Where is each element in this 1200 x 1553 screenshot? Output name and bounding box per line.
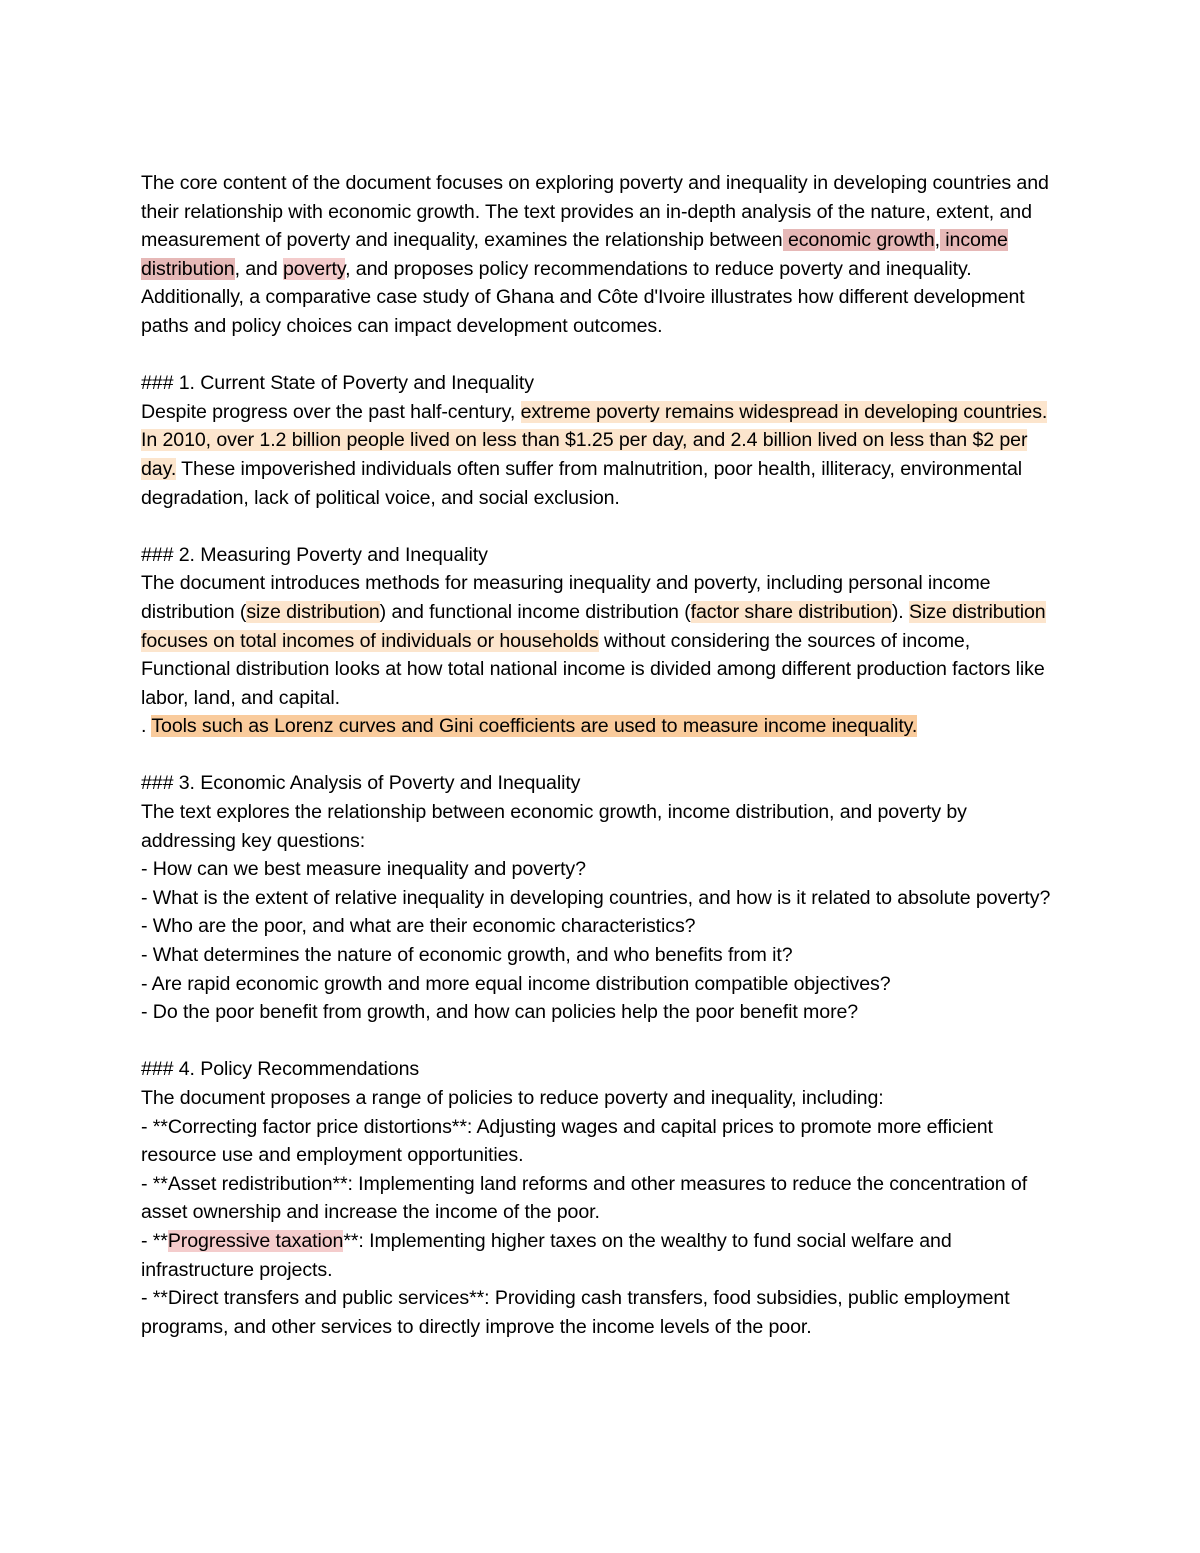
policy-item-progressive-taxation: - **Progressive taxation**: Implementing higher taxes on the wealthy to fund social welfare and infrastructure projects. — [141, 1229, 952, 1281]
list-item: - What is the extent of relative inequality in developing countries, and how is it related to absolute poverty? — [141, 886, 1051, 909]
intro-text: The core content of the document focuses on exploring poverty and inequality in developing countries and their relationship with economic growth. The text provides an in-depth analysis of the nature, extent, and measurement of poverty and inequality, examines the relationship between — [141, 172, 1049, 252]
list-item: - What determines the nature of economic growth, and who benefits from it? — [141, 944, 793, 967]
highlight-extreme-poverty: extreme poverty remains widespread in developing countries. In 2010, over 1.2 billion people lived on less than $1.25 per day, and 2.4 billion lived on less than $2 per day. — [141, 400, 1048, 480]
section-4-heading: ### 4. Policy Recommendations — [141, 1058, 420, 1081]
document-body — [141, 169, 1061, 1341]
policy-item-asset-redistribution: - **Asset redistribution**: Implementing land reforms and other measures to reduce the concentration of asset ownership and increase the income of the poor. — [141, 1172, 1028, 1224]
section-2-tools-line: . Tools such as Lorenz curves and Gini coefficients are used to measure income inequality. — [141, 715, 918, 738]
section-2-paragraph: The document introduces methods for measuring inequality and poverty, including personal income distribution (size distribution) and functional income distribution (factor share distribution). Size distribution focuses on total incomes of individuals or households without considering the sources of income, Functional distribution looks at how total national income is divided among different production factors like labor, land, and capital. — [141, 572, 1046, 709]
list-item: - Do the poor benefit from growth, and how can policies help the poor benefit more? — [141, 1001, 859, 1024]
section-3-intro: The text explores the relationship between economic growth, income distribution, and poverty by addressing key questions: — [141, 801, 967, 852]
section-1-paragraph: Despite progress over the past half-century, extreme poverty remains widespread in developing countries. In 2010, over 1.2 billion people lived on less than $1.25 per day, and 2.4 billion lived on less than $2 per day. These impoverished individuals often suffer from malnutrition, poor health, illiteracy, environmental degradation, lack of political voice, and social exclusion. — [141, 400, 1048, 509]
highlight-factor-share-distribution: factor share distribution — [690, 600, 892, 623]
section-3-heading: ### 3. Economic Analysis of Poverty and Inequality — [141, 772, 581, 795]
section-4-intro: The document proposes a range of policies to reduce poverty and inequality, including: — [141, 1087, 884, 1109]
policy-item-factor-prices: - **Correcting factor price distortions**: Adjusting wages and capital prices to promote more efficient resource use and employment opportunities. — [141, 1115, 993, 1167]
list-item: - Who are the poor, and what are their economic characteristics? — [141, 915, 696, 938]
section-1-heading: ### 1. Current State of Poverty and Inequality — [141, 372, 534, 395]
intro-paragraph: The core content of the document focuses on exploring poverty and inequality in developing countries and their relationship with economic growth. The text provides an in-depth analysis of the nature, extent, and measurement of poverty and inequality, examines the relationship between economic growth, income distribution, and poverty, and proposes policy recommendations to reduce poverty and inequality. Additionally, a comparative case study of Ghana and Côte d'Ivoire illustrates how different development paths and policy choices can impact development outcomes. — [141, 172, 1049, 337]
policy-item-direct-transfers: - **Direct transfers and public services**: Providing cash transfers, food subsidies, public employment programs, and other services to directly improve the income levels of the poor. — [141, 1287, 1010, 1338]
highlight-poverty: poverty — [283, 257, 346, 280]
section-2-heading: ### 2. Measuring Poverty and Inequality — [141, 543, 488, 566]
highlight-size-distribution-focus: Size distribution focuses on total incomes of individuals or households — [141, 600, 1046, 652]
list-item: - Are rapid economic growth and more equal income distribution compatible objectives? — [141, 972, 891, 995]
highlight-income-distribution: income distribution — [141, 229, 1008, 280]
highlight-economic-growth: economic growth — [782, 229, 935, 252]
highlight-lorenz-gini: Tools such as Lorenz curves and Gini coefficients are used to measure income inequality. — [151, 715, 918, 738]
highlight-progressive-taxation: Progressive taxation — [167, 1229, 344, 1252]
list-item: - How can we best measure inequality and poverty? — [141, 858, 586, 881]
highlight-size-distribution: size distribution — [246, 600, 380, 623]
